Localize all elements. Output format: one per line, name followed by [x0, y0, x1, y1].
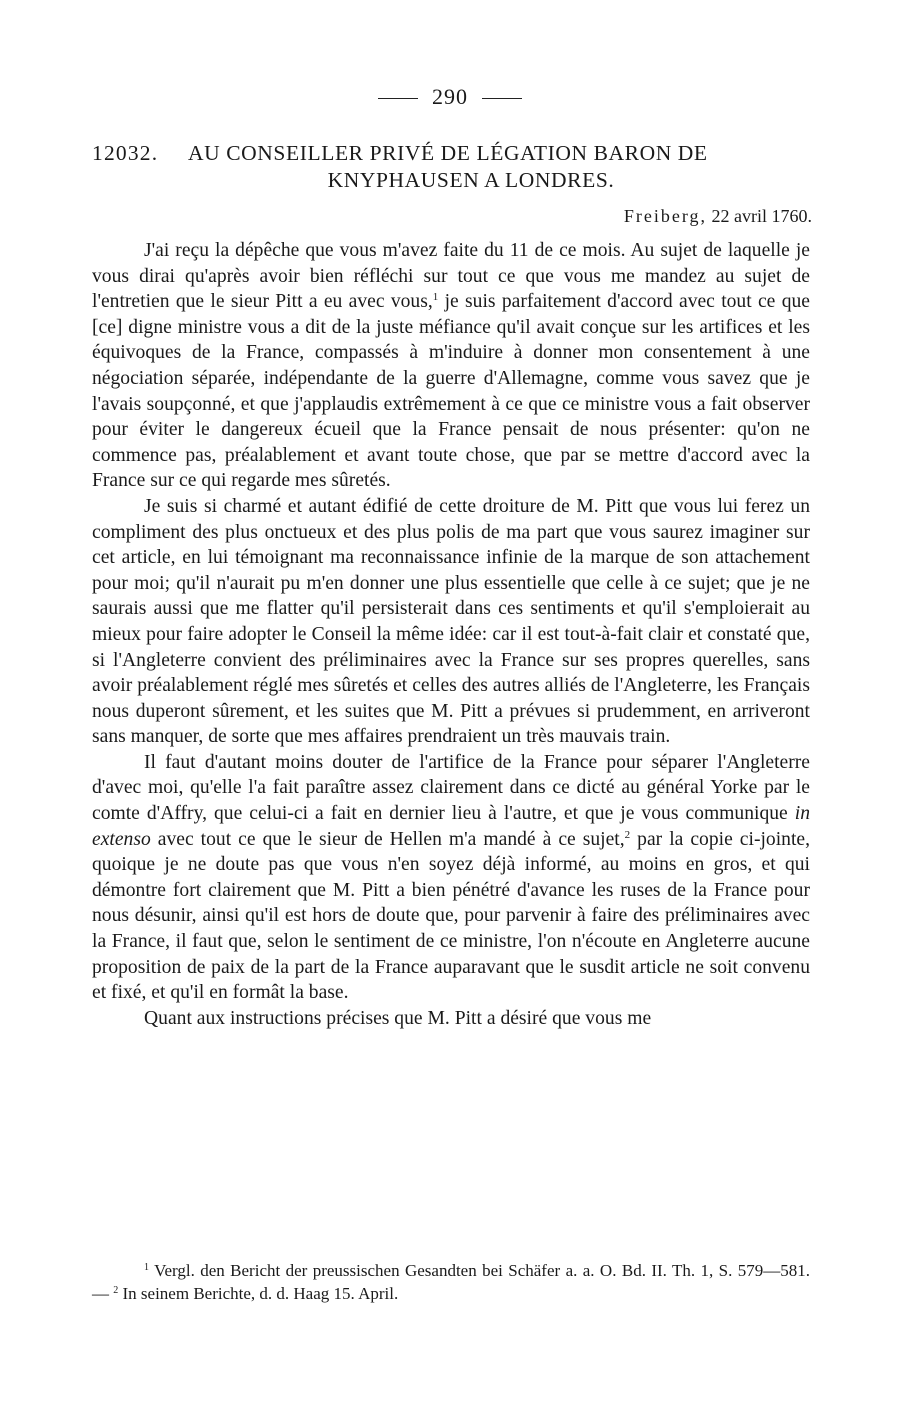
letter-number: 12032. — [92, 141, 159, 165]
paragraph-1-text-a: J'ai reçu la dépêche que vous m'avez faite du 11 de ce mois. Au sujet de laquelle je vous dirai qu'après avoir bien réfléchi sur tout ce que vous me mandez au sujet de l'entretien que le sieur Pitt a eu avec vous, — [92, 240, 810, 313]
letter-body — [92, 238, 810, 1031]
footnote-1-text: Vergl. den Bericht der preussischen Gesandten bei Schäfer a. a. O. Bd. II. Th. 1, S. 579—581. — — [92, 1261, 810, 1303]
paragraph-4: Quant aux instructions précises que M. Pitt a désiré que vous me — [144, 1007, 652, 1029]
footnote-ref-1: 1 — [432, 291, 439, 304]
page-number-dash-right — [482, 98, 522, 99]
paragraph-3-text-c: par la copie ci-jointe, quoique je ne doute pas que vous n'en soyez déjà informé, au moins en gros, et qui démontre fort clairement que M. Pitt a bien pénétré d'avance les ruses de la France pour nous désunir, ainsi qu'il est hors de doute que, pour parvenir à faire des préliminaires avec la France, il faut que, selon le sentiment de ce ministre, l'on n'écoute en Angleterre aucune proposition de paix de la part de la France auparavant que le susdit article ne soit convenu et fixé, et qu'il en formât la base. — [92, 828, 810, 1004]
page-number-dash-left — [378, 98, 418, 99]
paragraph-3 — [92, 750, 810, 1006]
page-number — [0, 84, 900, 110]
letter-title-line1: AU CONSEILLER PRIVÉ DE LÉGATION BARON DE — [188, 141, 708, 165]
paragraph-3-text-a: Il faut d'autant moins douter de l'artifice de la France pour séparer l'Angleterre d'avec moi, qu'elle l'a fait paraître assez clairement dans ce dicté au général Yorke par le comte d'Affry, que celui-ci a fait en dernier lieu à l'autre, et que je vous communique — [92, 751, 810, 825]
letter-heading — [92, 140, 810, 194]
dateline-date: 22 avril 1760. — [711, 206, 812, 226]
letter-title-line2: KNYPHAUSEN A LONDRES. — [327, 168, 615, 192]
footnote-line — [92, 1259, 810, 1305]
footnote-ref-2: 2 — [624, 828, 631, 841]
paragraph-2: Je suis si charmé et autant édifié de cette droiture de M. Pitt que vous lui ferez un compliment des plus onctueux et des plus polis de ma part que vous saurez imaginer sur cet article, en lui témoignant ma reconnaissance infinie de la marque de son attachement pour moi; qu'il n'aurait pu m'en donner une plus essentielle que celle à ce sujet; que je ne saurais aussi que me flatter qu'il persisterait dans ces sentiments et qu'il s'emploierait au mieux pour faire adopter le Conseil la même idée: car il est tout-à-fait clair et constaté que, si l'Angleterre convient des préliminaires avec la France sur ses propres querelles, sans avoir préalablement réglé mes sûretés et celles des autres alliés de l'Angleterre, les Français nous duperont sûrement, et les suites que M. Pitt a prévues si prudemment, en arriveront sans manquer, de sorte que mes affaires prendraient un très mauvais train. — [92, 495, 810, 748]
page-number-value: 290 — [432, 84, 468, 109]
dateline-place: Freiberg, — [623, 206, 707, 226]
footnotes — [92, 1259, 810, 1305]
paragraph-1-text-b: je suis parfaitement d'accord avec tout ce que [ce] digne ministre vous a dit de la juste méfiance qu'il avait conçue sur les artifices et les équivoques de la France, compassés à m'induire à donner mon consentement à une négociation séparée, indépendante de la guerre d'Allemagne, comme vous savez que je l'avais soupçonné, et que j'applaudis extrêmement à ce que ce ministre vous a fait observer pour éviter le dangereux écueil que la France pensait de nous présenter: qu'on ne commence pas, préalablement et avant toute chose, que par se mettre d'accord avec la France sur ce qui regarde mes sûretés. — [92, 291, 810, 492]
paragraph-3-text-b: avec tout ce que le sieur de Hellen m'a mandé à ce sujet, — [150, 828, 625, 850]
paragraph-1 — [92, 238, 810, 494]
paragraph-3-italic: in extenso — [92, 803, 810, 850]
footnote-1-marker: 1 — [144, 1262, 149, 1273]
footnote-2-text: In seinem Berichte, d. d. Haag 15. April. — [118, 1284, 399, 1303]
footnote-2-marker: 2 — [113, 1285, 119, 1296]
dateline — [624, 204, 812, 228]
